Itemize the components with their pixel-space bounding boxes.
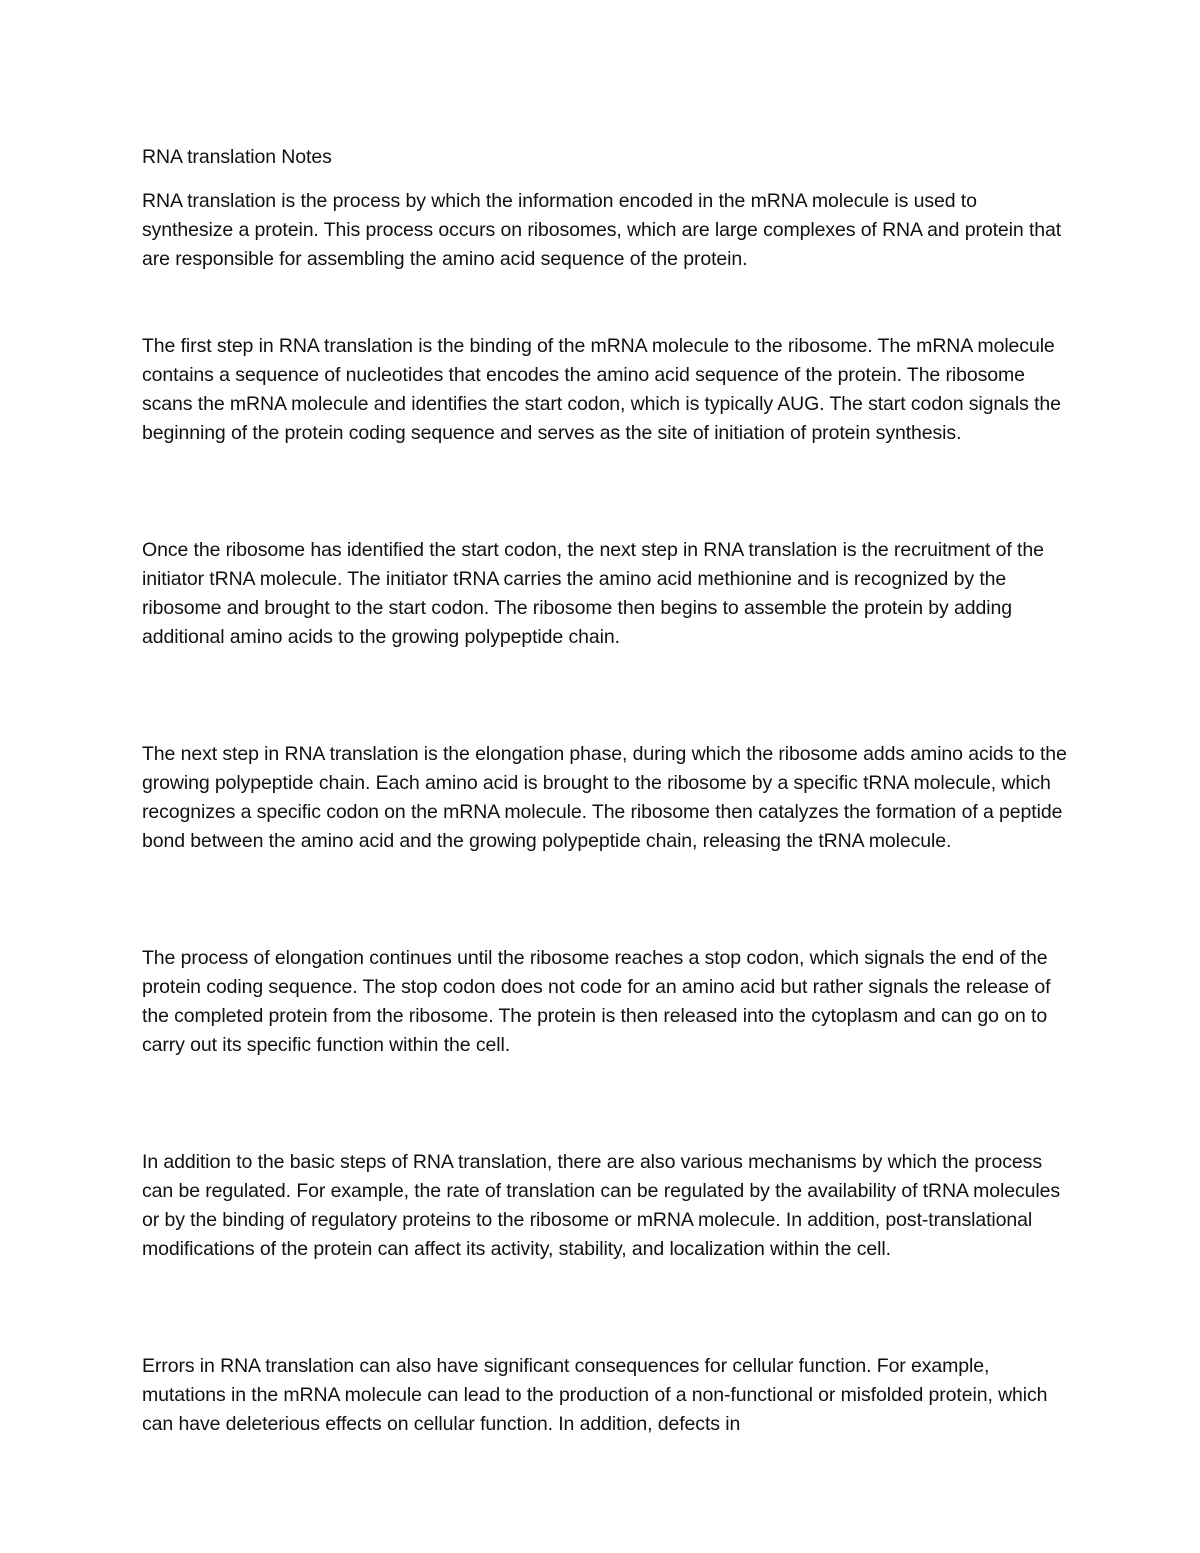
paragraph-elongation: The next step in RNA translation is the elongation phase, during which the ribosome adds amino acids to the growing polypeptide chain. Each amino acid is brought to the ribosome by a specific tRNA molecule, which recognizes a specific codon on the mRNA molecule. The ribosome then catalyzes the formation of a peptide bond between the amino acid and the growing polypeptide chain, releasing the tRNA molecule.	[142, 743, 1067, 852]
paragraph-regulation: In addition to the basic steps of RNA translation, there are also various mechanisms by which the process can be regulated. For example, the rate of translation can be regulated by the availability of tRNA molecules or by the binding of regulatory proteins to the ribosome or mRNA molecule. In addition, post-translational modifications of the protein can affect its activity, stability, and localization within the cell.	[142, 1151, 1061, 1260]
paragraph-intro: RNA translation is the process by which the information encoded in the mRNA molecule is used to synthesize a protein. This process occurs on ribosomes, which are large complexes of RNA and protein that are responsible for assembling the amino acid sequence of the protein.	[142, 190, 1062, 270]
paragraph-errors: Errors in RNA translation can also have significant consequences for cellular function. For example, mutations in the mRNA molecule can lead to the production of a non-functional or misfolded protein, which can have deleterious effects on cellular function. In addition, defects in	[142, 1355, 1048, 1435]
paragraph-initiation: Once the ribosome has identified the start codon, the next step in RNA translation is the recruitment of the initiator tRNA molecule. The initiator tRNA carries the amino acid methionine and is recognized by the ribosome and brought to the start codon. The ribosome then begins to assemble the protein by adding additional amino acids to the growing polypeptide chain.	[142, 539, 1044, 648]
document-body	[142, 143, 1072, 1439]
paragraph-termination: The process of elongation continues until the ribosome reaches a stop codon, which signals the end of the protein coding sequence. The stop codon does not code for an amino acid but rather signals the release of the completed protein from the ribosome. The protein is then released into the cytoplasm and can go on to carry out its specific function within the cell.	[142, 947, 1051, 1056]
document-title: RNA translation Notes	[142, 146, 332, 168]
paragraph-binding: The first step in RNA translation is the binding of the mRNA molecule to the ribosome. The mRNA molecule contains a sequence of nucleotides that encodes the amino acid sequence of the protein. The ribosome scans the mRNA molecule and identifies the start codon, which is typically AUG. The start codon signals the beginning of the protein coding sequence and serves as the site of initiation of protein synthesis.	[142, 335, 1061, 444]
